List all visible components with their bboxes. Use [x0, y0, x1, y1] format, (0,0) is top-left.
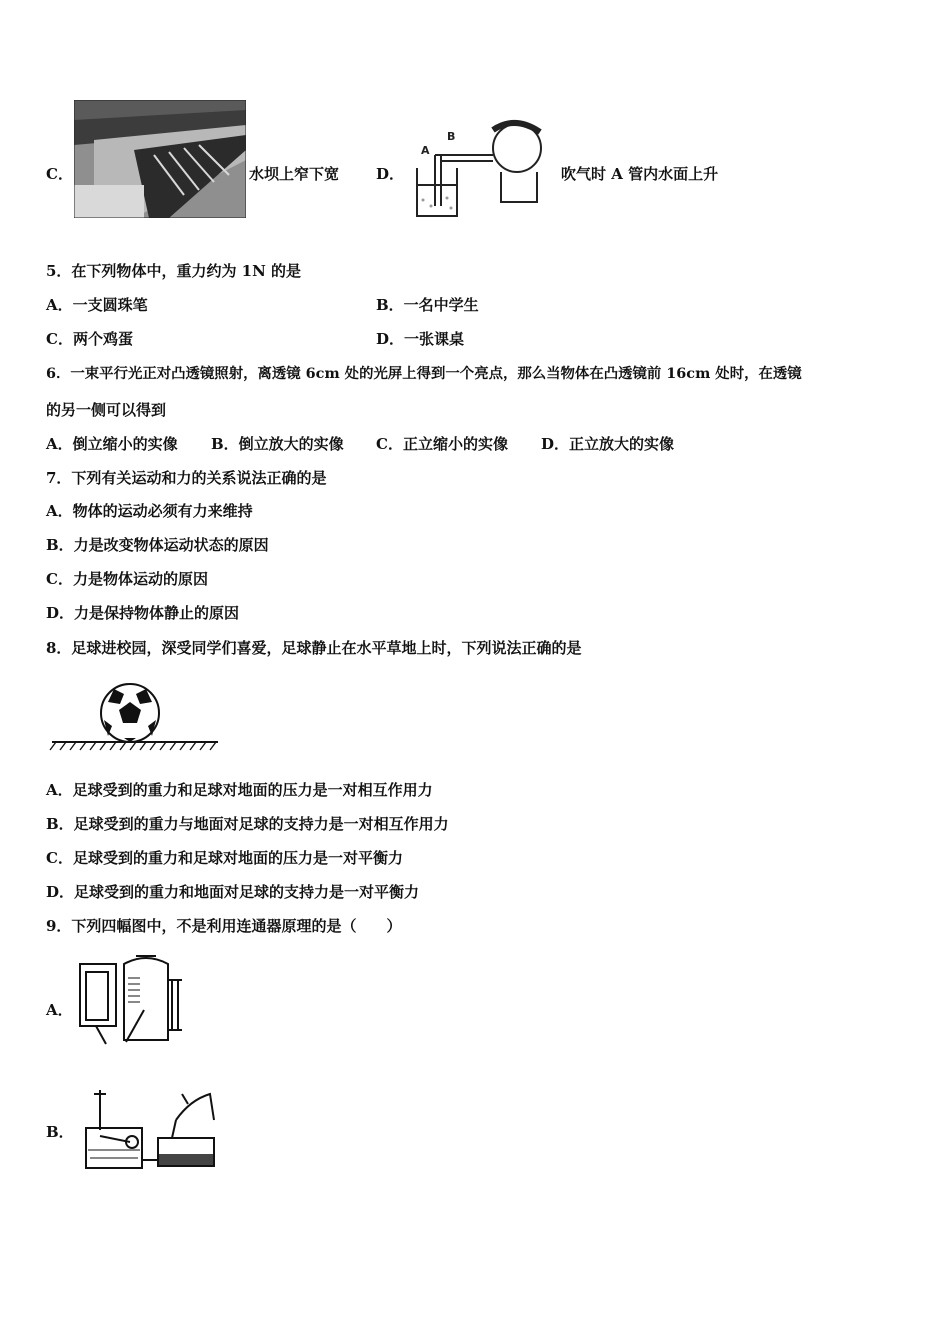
- livestock-water-trough-figure: [80, 1080, 218, 1172]
- q6-option-d: D．正立放大的实像: [541, 435, 675, 453]
- q8-stem: 8．足球进校园，深受同学们喜爱，足球静止在水平草地上时，下列说法正确的是: [46, 639, 582, 657]
- q9-stem: 9．下列四幅图中，不是利用连通器原理的是（ ）: [46, 917, 402, 935]
- q7-option-d: D．力是保持物体静止的原因: [46, 604, 240, 622]
- q5-option-c: C．两个鸡蛋: [46, 330, 133, 348]
- q5-option-a: A．一支圆珠笔: [46, 296, 148, 314]
- boiler-water-gauge-figure: [76, 950, 186, 1046]
- q4-option-d-text: 吹气时 A 管内水面上升: [561, 165, 719, 183]
- q5-option-b: B．一名中学生: [376, 296, 479, 314]
- q7-option-c: C．力是物体运动的原因: [46, 570, 208, 588]
- q4-option-c-text: 水坝上窄下宽: [249, 165, 340, 183]
- football-on-ground-figure: [48, 680, 220, 752]
- dam-photo: [74, 100, 246, 218]
- q6-option-b: B．倒立放大的实像: [211, 435, 344, 453]
- q7-option-a: A．物体的运动必须有力来维持: [46, 502, 253, 520]
- q4-option-c-label: C．: [46, 165, 73, 183]
- q6-option-c: C．正立缩小的实像: [376, 435, 508, 453]
- q8-option-b: B．足球受到的重力与地面对足球的支持力是一对相互作用力: [46, 815, 449, 833]
- q6-stem-line1: 6．一束平行光正对凸透镜照射，离透镜 6cm 处的光屏上得到一个亮点，那么当物体在凸透镜前 16cm 处时，在透镜: [46, 365, 802, 382]
- q4-option-d-label: D．: [376, 165, 405, 183]
- q7-option-b: B．力是改变物体运动状态的原因: [46, 536, 269, 554]
- q6-option-a: A．倒立缩小的实像: [46, 435, 178, 453]
- q6-stem-line2: 的另一侧可以得到: [46, 401, 167, 419]
- tube-b-label: B: [447, 130, 456, 143]
- q5-stem: 5．在下列物体中，重力约为 1N 的是: [46, 262, 302, 280]
- q9-option-a-label: A．: [46, 1001, 73, 1019]
- q7-stem: 7．下列有关运动和力的关系说法正确的是: [46, 469, 327, 487]
- q8-option-a: A．足球受到的重力和足球对地面的压力是一对相互作用力: [46, 781, 433, 799]
- blowing-tube-figure: [405, 110, 545, 222]
- q5-option-d: D．一张课桌: [376, 330, 465, 348]
- tube-a-label: A: [421, 144, 430, 157]
- q8-option-c: C．足球受到的重力和足球对地面的压力是一对平衡力: [46, 849, 403, 867]
- q8-option-d: D．足球受到的重力和地面对足球的支持力是一对平衡力: [46, 883, 420, 901]
- q9-option-b-label: B．: [46, 1123, 74, 1141]
